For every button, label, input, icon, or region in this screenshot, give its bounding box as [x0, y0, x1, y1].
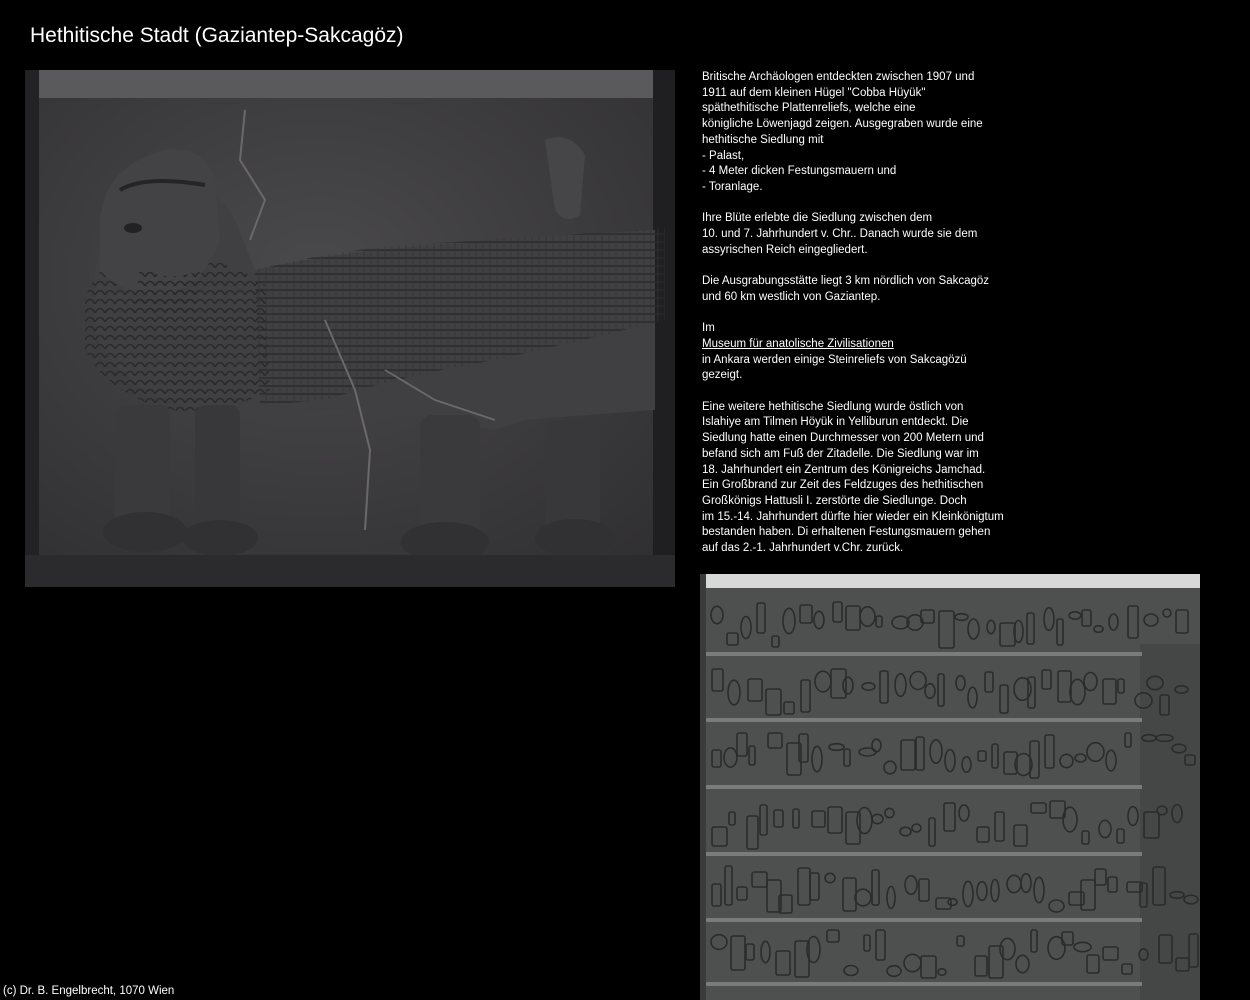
text-line: Großkönigs Hattusli I. zerstörte die Siedlunge. Doch — [702, 494, 967, 507]
text-line: 10. und 7. Jahrhundert v. Chr.. Danach wurde sie dem — [702, 228, 978, 241]
text-line: Im — [702, 322, 715, 335]
museum-link[interactable]: Museum für anatolische Zivilisationen — [702, 337, 894, 350]
sphinx-relief-photo — [25, 70, 675, 587]
text-line: gezeigt. — [702, 369, 743, 382]
text-line: Britische Archäologen entdeckten zwischen 1907 und — [702, 71, 975, 83]
text-line: in Ankara werden einige Steinreliefs von Sakcagözü — [702, 353, 967, 366]
text-line: 18. Jahrhundert ein Zentrum des Königreichs Jamchad. — [702, 463, 986, 476]
article-text — [702, 70, 1032, 572]
text-line: Islahiye am Tilmen Höyük in Yelliburun entdeckt. Die — [702, 416, 969, 429]
inscription-row-divider — [706, 718, 1142, 722]
paragraph-museum — [702, 321, 1032, 384]
text-line: Eine weitere hethitische Siedlung wurde östlich von — [702, 400, 964, 413]
text-line: - Toranlage. — [702, 180, 763, 193]
inscription-row-divider — [706, 852, 1142, 856]
inscription-row-divider — [706, 785, 1142, 789]
text-line: 1911 auf dem kleinen Hügel "Cobba Hüyük" — [702, 86, 926, 99]
inscription-image — [700, 574, 1200, 1000]
sphinx-relief-image — [25, 70, 675, 587]
page-title: Hethitische Stadt (Gaziantep-Sakcagöz) — [30, 24, 404, 47]
inscription-photo — [700, 574, 1200, 1000]
text-line: assyrischen Reich eingegliedert. — [702, 243, 868, 256]
text-line: Ein Großbrand zur Zeit des Feldzuges des hethitischen — [702, 479, 984, 492]
text-line: auf das 2.-1. Jahrhundert v.Chr. zurück. — [702, 542, 904, 555]
paragraph-location — [702, 274, 1032, 305]
text-line: Ihre Blüte erlebte die Siedlung zwischen dem — [702, 212, 933, 225]
text-line: - Palast, — [702, 149, 745, 162]
text-line: hethitische Siedlung mit — [702, 133, 824, 146]
text-line: Siedlung hatte einen Durchmesser von 200 Metern und — [702, 432, 984, 445]
text-line: späthethitische Plattenreliefs, welche eine — [702, 102, 916, 115]
text-line: befand sich am Fuß der Zitadelle. Die Siedlung war im — [702, 447, 979, 460]
text-line: - 4 Meter dicken Festungsmauern und — [702, 165, 897, 178]
text-line: im 15.-14. Jahrhundert dürfte hier wieder ein Kleinkönigtum — [702, 510, 1004, 523]
paragraph-tilmen-hoyuk — [702, 400, 1032, 557]
text-line: bestanden haben. Di erhaltenen Festungsmauern gehen — [702, 526, 991, 539]
text-line: Die Ausgrabungsstätte liegt 3 km nördlich von Sakcagöz — [702, 275, 990, 288]
text-line: und 60 km westlich von Gaziantep. — [702, 290, 881, 303]
inscription-row-divider — [706, 982, 1142, 986]
paragraph-excavation — [702, 70, 1032, 196]
copyright-notice: (c) Dr. B. Engelbrecht, 1070 Wien — [3, 985, 175, 997]
paragraph-history — [702, 211, 1032, 258]
inscription-row-divider — [706, 918, 1142, 922]
text-line: königliche Löwenjagd zeigen. Ausgegraben wurde eine — [702, 118, 983, 131]
inscription-row-divider — [706, 652, 1142, 656]
